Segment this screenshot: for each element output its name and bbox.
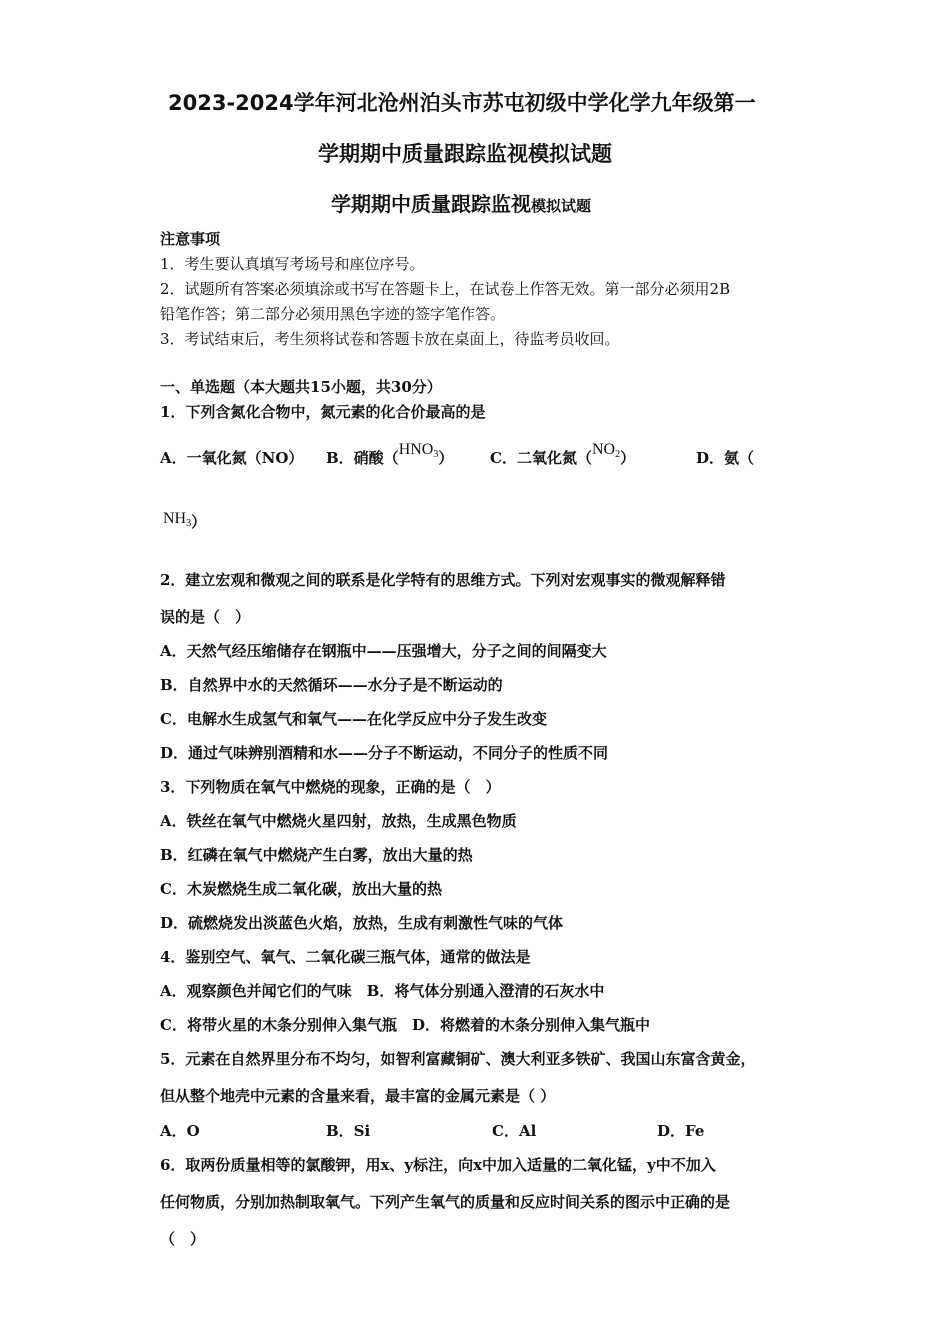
- q3-option-b: B．红磷在氧气中燃烧产生白雾，放出大量的热: [160, 846, 473, 864]
- q5-stem-2: 但从整个地壳中元素的含量来看，最丰富的金属元素是（ ）: [160, 1087, 556, 1105]
- q2-option-a: A．天然气经压缩储存在钢瓶中——压强增大，分子之间的间隔变大: [160, 642, 607, 660]
- q2-stem-1: 2．建立宏观和微观之间的联系是化学特有的思维方式。下列对宏观事实的微观解释错: [160, 571, 726, 589]
- q1-option-b-label: B．硝酸（: [326, 449, 399, 467]
- q4-options-ab: A．观察颜色并闻它们的气味 B．将气体分别通入澄清的石灰水中: [160, 982, 605, 1000]
- q1-stem: 1．下列含氮化合物中，氮元素的化合价最高的是: [160, 403, 486, 421]
- q1-option-d-formula: [163, 511, 206, 533]
- q1-option-c-label: C．二氧化氮（: [490, 449, 592, 467]
- formula-base: HNO: [398, 441, 434, 458]
- q2-option-d: D．通过气味辨别酒精和水——分子不断运动，不同分子的性质不同: [160, 744, 609, 762]
- q5-option-a: A．O: [160, 1122, 200, 1140]
- title-line-3-small: 模拟试题: [531, 197, 592, 215]
- formula-base: NH: [163, 510, 187, 527]
- q1-option-b-formula: [399, 441, 439, 458]
- q1-option-c: [490, 441, 636, 469]
- q5-stem-1: 5．元素在自然界里分布不均匀，如智利富藏铜矿、澳大利亚多铁矿、我国山东富含黄金，: [160, 1050, 756, 1068]
- formula-sub: 3: [433, 449, 439, 460]
- q6-stem-3: （ ）: [160, 1230, 206, 1248]
- note-item: 3．考试结束后，考生须将试卷和答题卡放在桌面上，待监考员收回。: [160, 330, 620, 348]
- q2-stem-2: 误的是（ ）: [160, 608, 251, 626]
- q6-stem-1: 6．取两份质量相等的氯酸钾，用x、y标注，向x中加入适量的二氧化锰，y中不加入: [160, 1156, 716, 1174]
- note-item: 铅笔作答；第二部分必须用黑色字迹的签字笔作答。: [160, 305, 506, 323]
- section-heading: 一、单选题（本大题共15小题，共30分）: [160, 378, 442, 396]
- q3-option-d: D．硫燃烧发出淡蓝色火焰，放热，生成有刺激性气味的气体: [160, 914, 564, 932]
- q1-option-b: [326, 441, 454, 469]
- q1-option-d-close: ）: [191, 513, 207, 531]
- q5-option-b: B．Si: [326, 1122, 371, 1140]
- q4-options-cd: C．将带火星的木条分别伸入集气瓶 D．将燃着的木条分别伸入集气瓶中: [160, 1016, 650, 1034]
- q3-option-a: A．铁丝在氧气中燃烧火星四射，放热，生成黑色物质: [160, 812, 517, 830]
- q6-stem-2: 任何物质，分别加热制取氧气。下列产生氧气的质量和反应时间关系的图示中正确的是: [160, 1193, 731, 1211]
- title-line-3-main: 学期期中质量跟踪监视: [331, 192, 531, 216]
- q1-option-d-label: D．氨（: [696, 449, 755, 467]
- formula-sub: 3: [186, 518, 192, 529]
- note-item: 1．考生要认真填写考场号和座位序号。: [160, 255, 425, 273]
- title-line-1: 2023-2024学年河北沧州泊头市苏屯初级中学化学九年级第一: [168, 91, 756, 115]
- q2-option-c: C．电解水生成氢气和氧气——在化学反应中分子发生改变: [160, 710, 547, 728]
- title-line-2: 学期期中质量跟踪监视模拟试题: [318, 142, 612, 166]
- q2-option-b: B．自然界中水的天然循环——水分子是不断运动的: [160, 676, 503, 694]
- q1-option-b-close: ）: [438, 449, 454, 467]
- q3-option-c: C．木炭燃烧生成二氧化碳，放出大量的热: [160, 880, 442, 898]
- q5-option-c: C．Al: [492, 1122, 537, 1140]
- formula: [163, 510, 191, 527]
- notes-heading: 注意事项: [160, 230, 221, 248]
- q4-stem: 4．鉴别空气、氧气、二氧化碳三瓶气体，通常的做法是: [160, 948, 531, 966]
- title-line-3: [331, 188, 591, 217]
- q1-option-c-close: ）: [620, 449, 636, 467]
- note-item: 2．试题所有答案必须填涂或书写在答题卡上，在试卷上作答无效。第一部分必须用2B: [160, 280, 731, 298]
- q5-option-d: D．Fe: [657, 1122, 705, 1140]
- q3-stem: 3．下列物质在氧气中燃烧的现象，正确的是（ ）: [160, 778, 501, 796]
- formula-sub: 2: [615, 449, 621, 460]
- formula-base: NO: [591, 441, 616, 458]
- q1-option-a: A．一氧化氮（NO）: [160, 449, 304, 467]
- q1-option-c-formula: [592, 441, 620, 458]
